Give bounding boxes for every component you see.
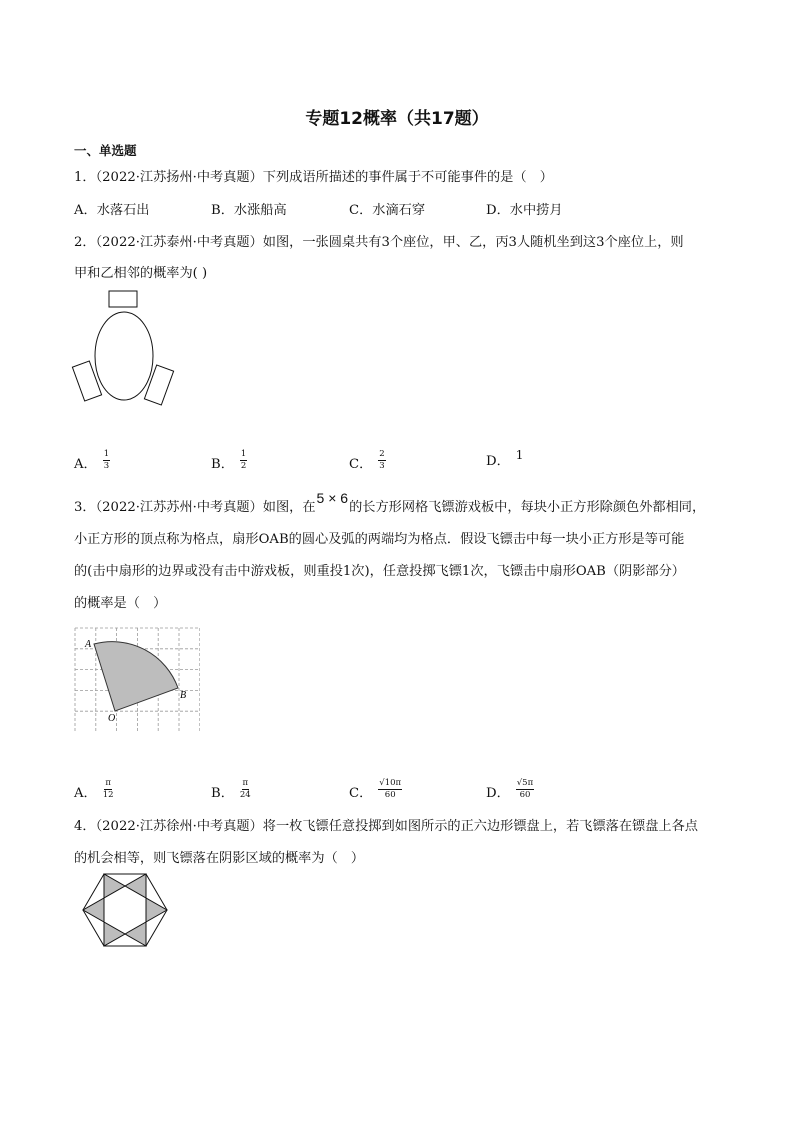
shaded-star-point xyxy=(104,874,125,898)
shaded-star-point xyxy=(125,922,146,946)
q3-option-b[interactable]: B． $\frac{\pi}{24}$ xyxy=(211,778,251,801)
shaded-star-point xyxy=(146,898,167,922)
q3-option-d[interactable]: D． $\frac{√5\pi}{60}$ xyxy=(486,778,534,801)
section-heading: 一、单选题 xyxy=(74,143,137,158)
shaded-star-point xyxy=(83,898,104,922)
q4-stem-line1: 4．（2022·江苏徐州·中考真题）将一枚飞镖任意投掷到如图所示的正六边形镖盘上，若飞镖落在镖盘上各点 xyxy=(74,819,698,834)
q1-option-c[interactable]: C．水滴石穿 xyxy=(349,203,426,218)
label-o: O xyxy=(108,713,116,724)
grid-dimension: 5 × 6 xyxy=(316,490,349,506)
q1-stem: 1．（2022·江苏扬州·中考真题）下列成语所描述的事件属于不可能事件的是（ ） xyxy=(74,170,553,185)
round-table-figure xyxy=(66,287,186,409)
q3-option-c[interactable]: C． $\frac{√10\pi}{60}$ xyxy=(349,778,402,801)
q2-option-b[interactable]: B． $\frac{1}{2}$ xyxy=(211,449,247,472)
seat-top xyxy=(109,291,137,307)
label-a: A xyxy=(85,639,92,650)
shaded-star-point xyxy=(125,874,146,898)
shaded-star-point xyxy=(104,922,125,946)
q1-option-b[interactable]: B．水涨船高 xyxy=(211,203,287,218)
label-b: B xyxy=(180,690,187,701)
q2-option-c[interactable]: C． $\frac{2}{3}$ xyxy=(349,449,385,472)
q3-stem-line3: 的(击中扇形的边界或没有击中游戏板，则重投1次)，任意投掷飞镖1次，飞镖击中扇形OAB（阴影部分） xyxy=(74,564,685,579)
q1-option-d[interactable]: D．水中捞月 xyxy=(486,203,563,218)
q3-stem-line1: 3．（2022·江苏苏州·中考真题）如图，在5 × 6的长方形网格飞镖游戏板中，每块小正方形除颜色外都相同， xyxy=(74,490,706,515)
q2-option-a[interactable]: A． $\frac{1}{3}$ xyxy=(74,449,110,472)
table-ellipse xyxy=(95,312,153,400)
q2-option-d[interactable]: D． 1 xyxy=(486,448,524,469)
q4-stem-line2: 的机会相等，则飞镖落在阴影区域的概率为（ ） xyxy=(74,851,365,866)
q2-stem-line1: 2．（2022·江苏泰州·中考真题）如图，一张圆桌共有3个座位，甲、乙，丙3人随机坐到这3个座位上，则 xyxy=(74,235,684,250)
sector-oab xyxy=(94,642,178,711)
sector-grid-figure xyxy=(74,627,200,731)
q3-stem-line4: 的概率是（ ） xyxy=(74,596,167,611)
hexagon-dartboard-figure xyxy=(80,873,170,947)
q2-stem-line2: 甲和乙相邻的概率为( ) xyxy=(74,266,208,281)
q3-stem-line2: 小正方形的顶点称为格点，扇形OAB的圆心及弧的两端均为格点．假设飞镖击中每一块小正方形是等可能 xyxy=(74,532,685,547)
q3-option-a[interactable]: A． $\frac{\pi}{12}$ xyxy=(74,778,114,801)
page-title: 专题12概率（共17题） xyxy=(305,109,489,129)
q1-option-a[interactable]: A．水落石出 xyxy=(74,203,150,218)
